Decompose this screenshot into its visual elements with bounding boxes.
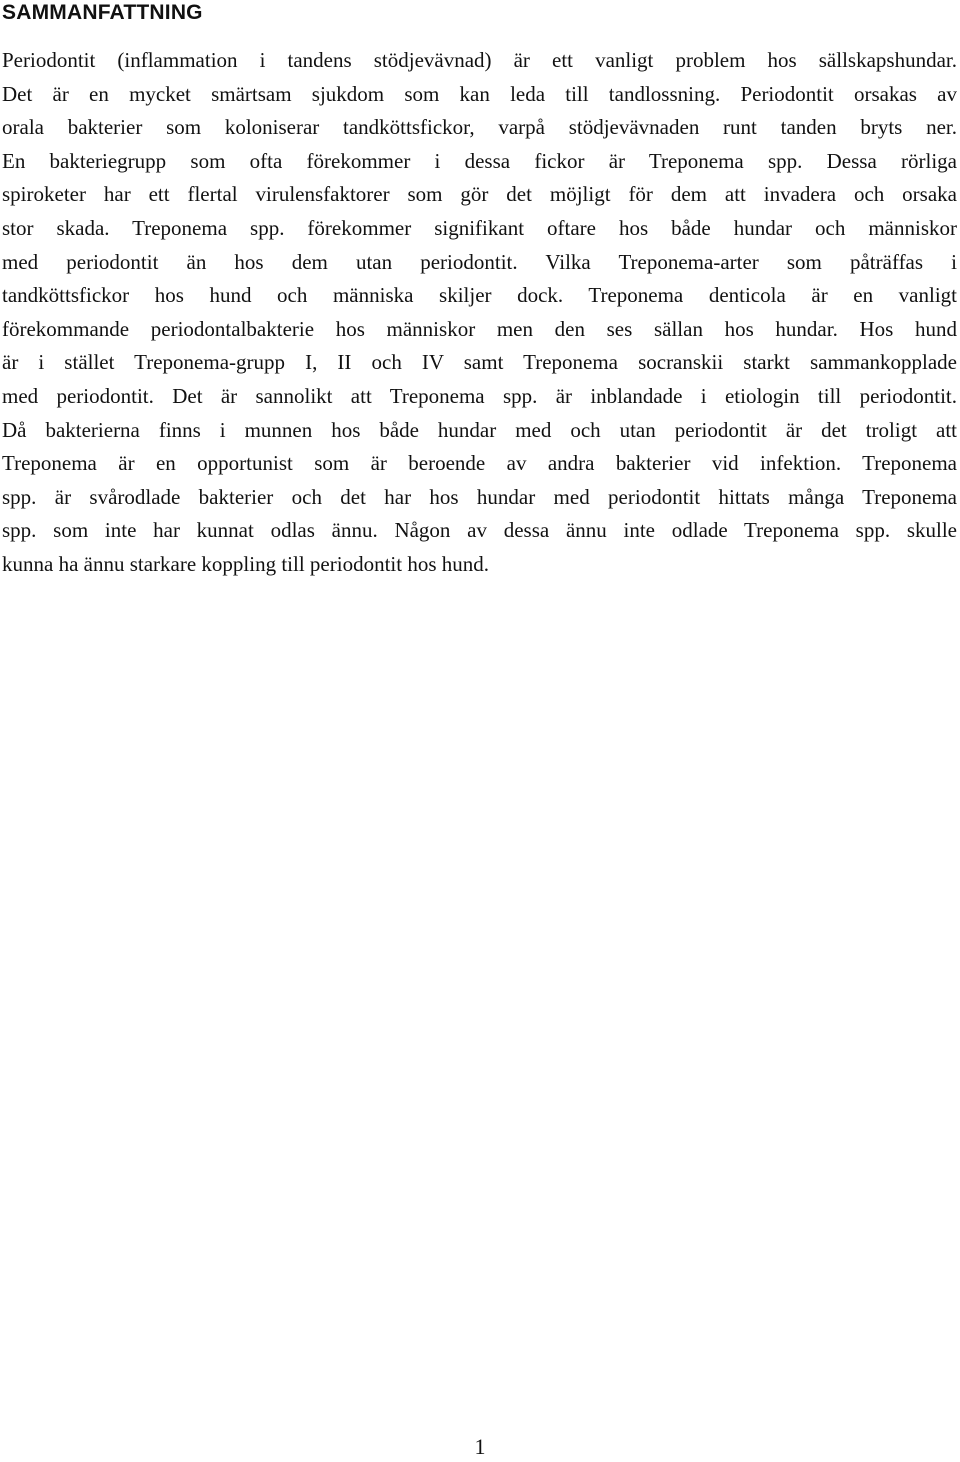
paragraph-line: med periodontit än hos dem utan periodontit. Vilka Treponema-arter som påträffas i	[2, 249, 957, 274]
section-heading: SAMMANFATTNING	[2, 1, 203, 24]
summary-paragraph	[2, 44, 957, 582]
paragraph-line: kunna ha ännu starkare koppling till periodontit hos hund.	[2, 551, 489, 576]
paragraph-line: med periodontit. Det är sannolikt att Treponema spp. är inblandade i etiologin till periodontit.	[2, 383, 957, 408]
paragraph-line: Då bakterierna finns i munnen hos både hundar med och utan periodontit är det troligt att	[2, 417, 957, 442]
paragraph-line: spp. som inte har kunnat odlas ännu. Någon av dessa ännu inte odlade Treponema spp. skulle	[2, 518, 957, 543]
paragraph-line: Det är en mycket smärtsam sjukdom som kan leda till tandlossning. Periodontit orsakas av	[2, 81, 957, 106]
paragraph-line: En bakteriegrupp som ofta förekommer i dessa fickor är Treponema spp. Dessa rörliga	[2, 148, 957, 173]
paragraph-line: Treponema är en opportunist som är beroende av andra bakterier vid infektion. Treponema	[2, 451, 957, 476]
paragraph-line: är i stället Treponema-grupp I, II och IV samt Treponema socranskii starkt sammankopplade	[2, 350, 957, 375]
paragraph-line: Periodontit (inflammation i tandens stödjevävnad) är ett vanligt problem hos sällskapshundar.	[2, 48, 957, 72]
paragraph-line: tandköttsfickor hos hund och människa skiljer dock. Treponema denticola är en vanligt	[2, 283, 957, 308]
paragraph-line: spiroketer har ett flertal virulensfaktorer som gör det möjligt för dem att invadera och orsaka	[2, 182, 957, 207]
paragraph-line: orala bakterier som koloniserar tandköttsfickor, varpå stödjevävnaden runt tanden bryts ner.	[2, 115, 957, 140]
paragraph-line: spp. är svårodlade bakterier och det har hos hundar med periodontit hittats många Treponema	[2, 484, 957, 509]
paragraph-line: stor skada. Treponema spp. förekommer signifikant oftare hos både hundar och människor	[2, 215, 957, 240]
page-number: 1	[474, 1434, 486, 1459]
paragraph-line: förekommande periodontalbakterie hos människor men den ses sällan hos hundar. Hos hund	[2, 316, 957, 341]
